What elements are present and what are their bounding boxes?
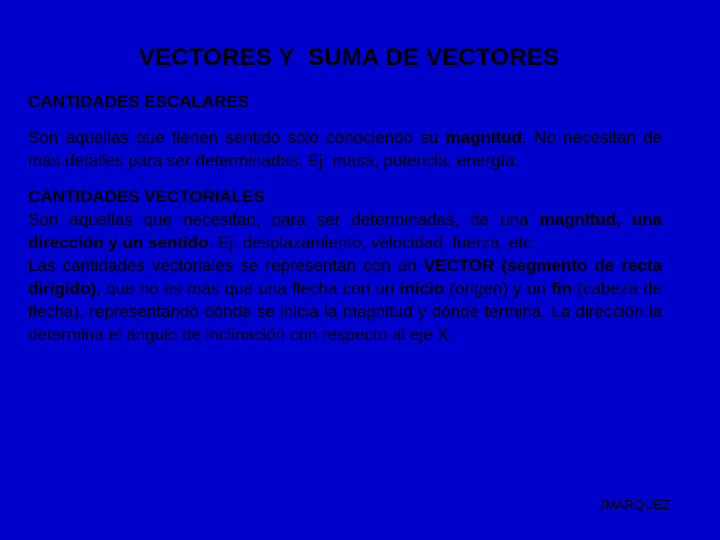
repr-bold-fin: fin [551, 279, 572, 298]
scalar-text-2: . No necesitan de más detalles para ser determinadas. Ej: masa, potencia, energía. [28, 128, 662, 170]
paragraph-vector-representation [28, 254, 662, 346]
paragraph-scalar-definition [28, 126, 662, 172]
heading-vector-quantities: CANTIDADES VECTORIALES [28, 187, 265, 206]
author-footer: JMARQUEZ [598, 497, 670, 512]
repr-text-1: Las cantidades vectoriales se representan con un [28, 256, 424, 275]
scalar-bold-magnitud: magnitud [445, 128, 522, 147]
paragraph-vector-definition [28, 208, 662, 254]
vector-bold-attributes: magnitud, una dirección y un sentido [28, 210, 662, 252]
heading-scalar-quantities: CANTIDADES ESCALARES [28, 92, 250, 111]
vector-text-1: Son aquellas que necesitan, para ser determinadas, de una [28, 210, 540, 229]
repr-text-4: (cabeza de flecha), representando dónde se inicia la magnitud y dónde termina. La dirección la determina el ángulo de inclinación con respecto al eje X. [28, 279, 662, 344]
scalar-text-1: Son aquellas que tienen sentido sólo conociendo su [28, 128, 446, 147]
repr-text-3: (origen) y un [443, 279, 552, 298]
slide-body [28, 90, 662, 346]
repr-bold-inicio: inicio [399, 279, 444, 298]
repr-bold-vector: VECTOR (segmento de recta dirigido) [28, 256, 662, 298]
repr-text-2: , que no es más que una flecha con un [95, 279, 400, 298]
slide-title: VECTORES Y SUMA DE VECTORES [138, 44, 560, 71]
vector-text-2: . Ej: desplazamiento, velocidad, fuerza, etc. [208, 233, 537, 252]
